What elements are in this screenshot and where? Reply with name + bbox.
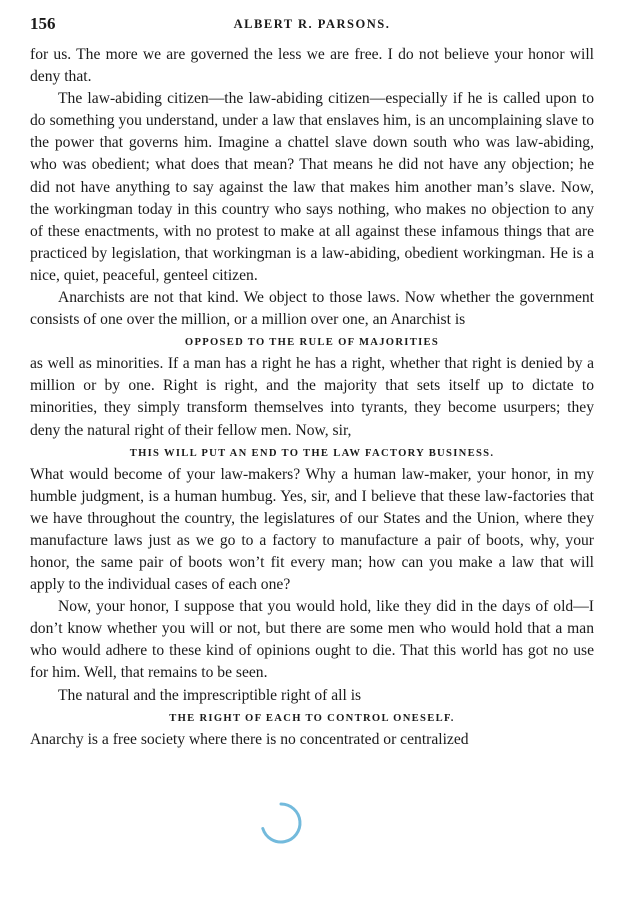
paragraph: Anarchists are not that kind. We object to those laws. Now whether the government consists of one over the million, or a million over one, an Anarchist is xyxy=(30,289,594,329)
paragraph: What would become of your law-makers? Why a human law-maker, your honor, in my humble judgment, is a human humbug. Yes, sir, and I believe that these law-factories that we have throughout the country, the legislatures of our States and the Union, where they manufacture laws just as we go to a factory to manufacture a pair of boots, why, your honor, the same pair of boots won’t fit every man; how can you make a law that will apply to the individual cases of each one? xyxy=(30,465,594,594)
paragraph: The law-abiding citizen—the law-abiding citizen—especially if he is called upon to do something you understand, under a law that enslaves him, is an uncomplaining slave to the power that governs him. Imagine a chattel slave down south who was law-abiding, who was obedient; what does that mean? That means he did not have any objection; he did not have anything to say against the law that makes him another man’s slave. Now, the workingman today in this country who says nothing, who makes no objection to any of these enactments, with no protest to make at all against these infamous things that are practiced by legislation, that workingman is a law-abiding, obedient workingman. He is a nice, quiet, peaceful, genteel citizen. xyxy=(30,90,594,284)
book-page xyxy=(30,14,594,751)
paragraph: as well as minorities. If a man has a right he has a right, whether that right is denied by a million or by one. Right is right, and the majority that sets itself up to dictate to minorities, they simply transform themselves into tyrants, they become usurpers; they deny the natural right of their fellow men. Now, sir, xyxy=(30,355,594,439)
paragraph: The natural and the imprescriptible right of all is xyxy=(58,686,362,704)
paragraph: for us. The more we are governed the less we are free. I do not believe your honor will deny that. xyxy=(30,46,594,86)
paragraph: Anarchy is a free society where there is no concentrated or centralized xyxy=(30,730,469,748)
page-header xyxy=(30,14,594,40)
page-number: 156 xyxy=(30,14,56,33)
running-head: ALBERT R. PARSONS. xyxy=(233,17,391,31)
paragraph: Now, your honor, I suppose that you would hold, like they did in the days of old—I don’t know whether you will or not, but there are some men who would hold that a man who would adhere to these kind of opinions ought to die. That this world has got no use for him. Well, that remains to be seen. xyxy=(30,598,594,682)
section-heading: THE RIGHT OF EACH TO CONTROL ONESELF. xyxy=(169,712,455,724)
section-heading: OPPOSED TO THE RULE OF MAJORITIES xyxy=(184,337,440,349)
loading-spinner-icon xyxy=(258,800,304,846)
section-heading: THIS WILL PUT AN END TO THE LAW FACTORY BUSINESS. xyxy=(129,447,495,459)
